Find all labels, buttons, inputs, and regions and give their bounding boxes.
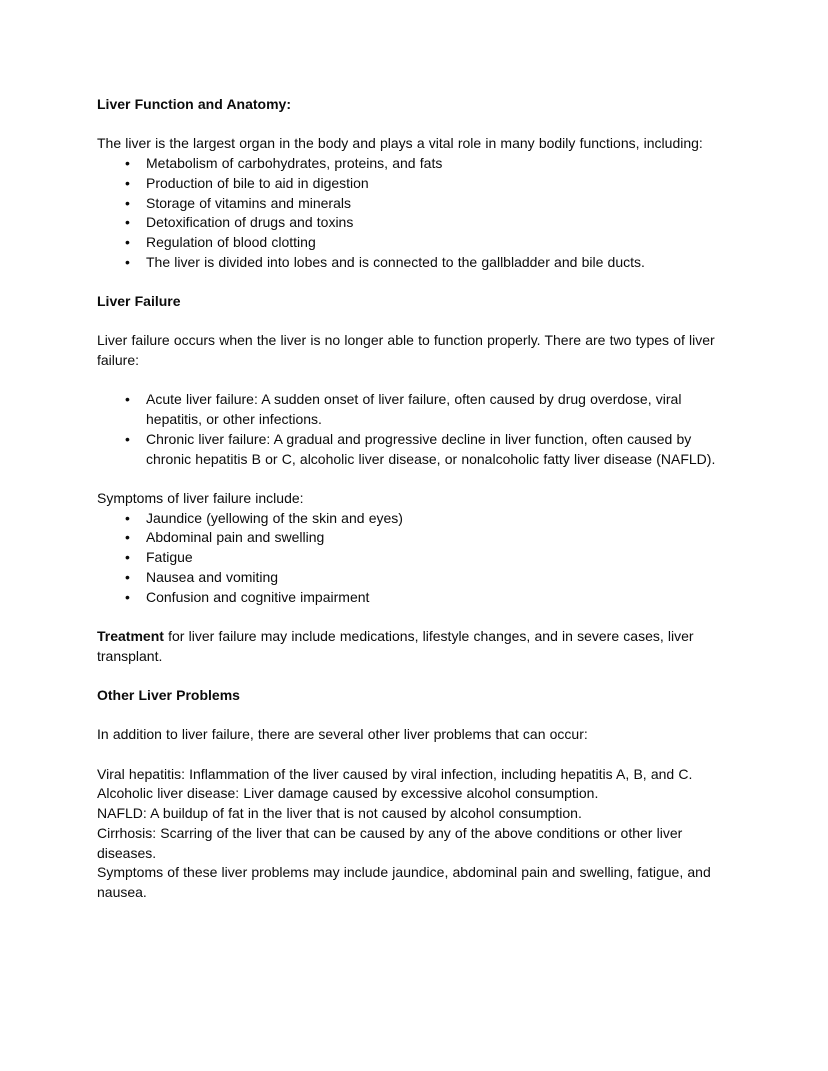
bullet-list-symptoms xyxy=(97,509,737,608)
problem-line: NAFLD: A buildup of fat in the liver that is not caused by alcohol consumption. xyxy=(97,805,582,822)
bullet-list-functions xyxy=(97,154,737,272)
section-heading: Liver Failure xyxy=(97,293,181,309)
list-item: • Fatigue xyxy=(146,548,737,568)
list-item: • Confusion and cognitive impairment xyxy=(146,588,737,608)
problem-line: Cirrhosis: Scarring of the liver that can be caused by any of the above conditions or other liver diseases. xyxy=(97,824,683,861)
bullet-list-failure-types xyxy=(97,390,737,469)
list-item: • Production of bile to aid in digestion xyxy=(146,174,737,194)
paragraph-intro: The liver is the largest organ in the body and plays a vital role in many bodily functions, including: xyxy=(97,135,703,152)
paragraph-intro: Liver failure occurs when the liver is no longer able to function properly. There are two types of liver failure: xyxy=(97,332,715,369)
paragraph-symptoms-intro: Symptoms of liver failure include: xyxy=(97,489,304,506)
problem-line: Symptoms of these liver problems may include jaundice, abdominal pain and swelling, fatigue, and nausea. xyxy=(97,864,711,900)
treatment-text: for liver failure may include medications, lifestyle changes, and in severe cases, liver transplant. xyxy=(97,627,694,664)
list-item: • Acute liver failure: A sudden onset of liver failure, often caused by drug overdose, viral hepatitis, or other infections. xyxy=(146,390,737,429)
list-item: • Regulation of blood clotting xyxy=(146,233,737,253)
paragraph-treatment xyxy=(97,627,737,666)
list-item: • Detoxification of drugs and toxins xyxy=(146,213,737,233)
paragraph-problem-list xyxy=(97,765,737,903)
document-body xyxy=(97,95,737,903)
list-item: • Storage of vitamins and minerals xyxy=(146,194,737,214)
paragraph-intro: In addition to liver failure, there are several other liver problems that can occur: xyxy=(97,726,588,743)
section-other-liver-problems xyxy=(97,686,737,903)
list-item: • Abdominal pain and swelling xyxy=(146,528,737,548)
section-liver-function-anatomy xyxy=(97,95,737,272)
problem-line: Alcoholic liver disease: Liver damage caused by excessive alcohol consumption. xyxy=(97,785,599,802)
list-item: • Nausea and vomiting xyxy=(146,568,737,588)
section-heading: Other Liver Problems xyxy=(97,686,240,703)
list-item: • Metabolism of carbohydrates, proteins, and fats xyxy=(146,154,737,174)
treatment-bold-lead: Treatment xyxy=(97,627,164,644)
section-heading: Liver Function and Anatomy: xyxy=(97,96,291,112)
section-liver-failure xyxy=(97,292,737,666)
list-item: • The liver is divided into lobes and is connected to the gallbladder and bile ducts. xyxy=(146,253,737,273)
problem-line: Viral hepatitis: Inflammation of the liver caused by viral infection, including hepatitis A, B, and C. xyxy=(97,765,693,782)
list-item: • Chronic liver failure: A gradual and progressive decline in liver function, often caused by chronic hepatitis B or C, alcoholic liver disease, or nonalcoholic fatty liver disease (NAFLD). xyxy=(146,430,737,469)
list-item: • Jaundice (yellowing of the skin and eyes) xyxy=(146,509,737,529)
